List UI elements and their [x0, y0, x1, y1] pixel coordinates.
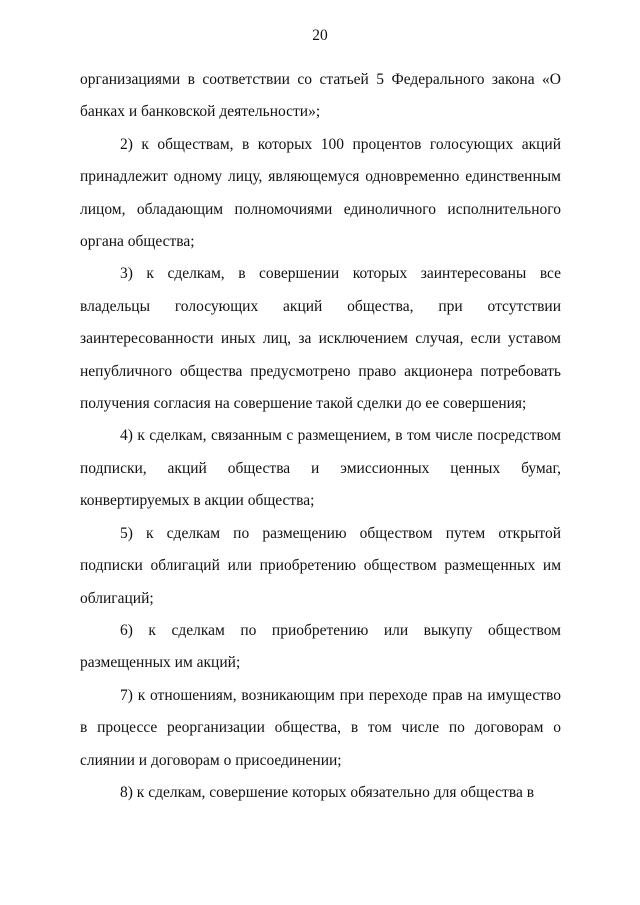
paragraph-item-8: 8) к сделкам, совершение которых обязательно для общества в [120, 783, 535, 801]
paragraph-item-2: 2) к обществам, в которых 100 процентов голосующих акций принадлежит одному лицу, являющемуся одновременно единственным лицом, обладающим полномочиями единоличного исполнительного органа общества; [80, 135, 561, 251]
paragraph-item-6: 6) к сделкам по приобретению или выкупу обществом размещенных им акций; [80, 621, 561, 672]
paragraph-continuation: организациями в соответствии со статьей 5 Федерального закона «О банках и банковской деятельности»; [80, 71, 561, 121]
paragraph-item-7: 7) к отношениям, возникающим при переходе прав на имущество в процессе реорганизации общества, в том числе по договорам о слиянии и договорам о присоединении; [80, 686, 561, 769]
paragraph-item-3: 3) к сделкам, в совершении которых заинтересованы все владельцы голосующих акций общества, при отсутствии заинтересованности иных лиц, за исключением случая, если уставом непубличного общества предусмотрено право акционера потребовать получения согласия на совершение такой сделки до ее совершения; [80, 265, 561, 413]
page-number: 20 [312, 27, 328, 44]
document-body [80, 64, 561, 809]
paragraph-item-5: 5) к сделкам по размещению обществом путем открытой подписки облигаций или приобретению обществом размещенных им облигаций; [80, 524, 561, 607]
paragraph-item-4: 4) к сделкам, связанным с размещением, в том числе посредством подписки, акций общества и эмиссионных ценных бумаг, конвертируемых в акции общества; [80, 427, 561, 510]
